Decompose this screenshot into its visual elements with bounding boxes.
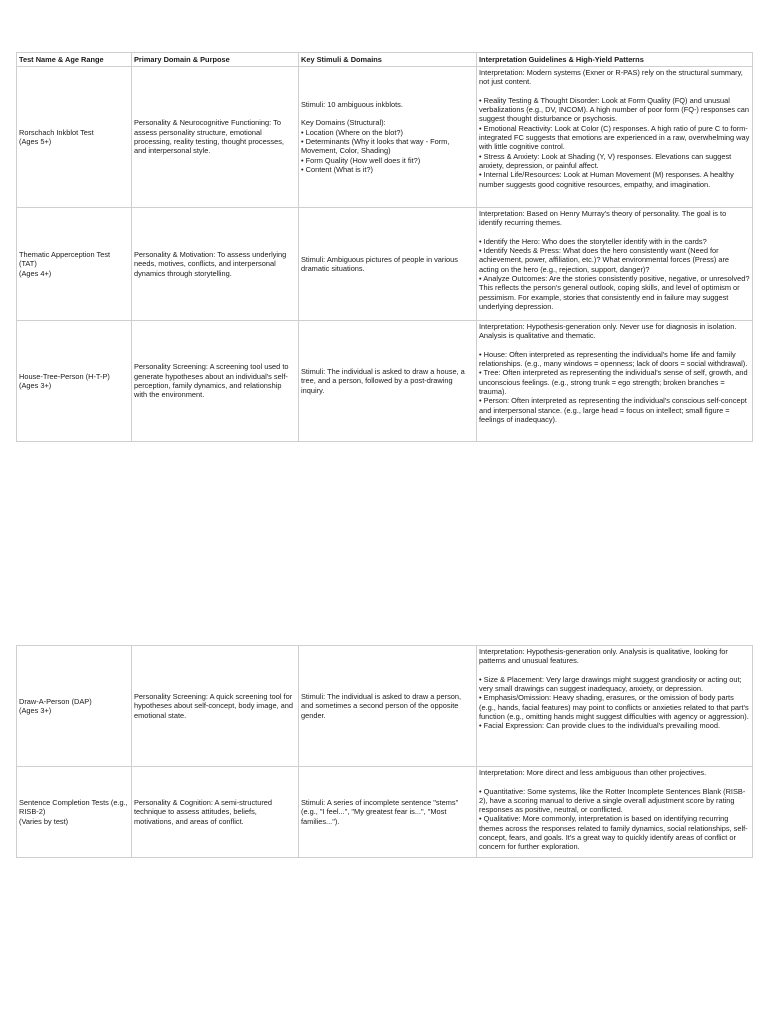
table-row	[17, 208, 753, 321]
header-key-stimuli: Key Stimuli & Domains	[299, 53, 477, 67]
purpose-cell: Personality & Motivation: To assess underlying needs, motives, conflicts, and interpersonal dynamics through storytelling.	[132, 208, 299, 321]
test-name-cell: Thematic Apperception Test (TAT) (Ages 4+)	[17, 208, 132, 321]
stimuli-cell: Stimuli: Ambiguous pictures of people in various dramatic situations.	[299, 208, 477, 321]
table-header-row	[17, 53, 753, 67]
purpose-cell: Personality Screening: A quick screening tool for hypotheses about self-concept, body image, and emotional state.	[132, 646, 299, 767]
guidelines-cell: Interpretation: Hypothesis-generation only. Never use for diagnosis in isolation. Analysis is qualitative and thematic. • House: Often interpreted as representing the individual's home life and family relationships. (e.g., many windows = openness; lack of doors = social withdrawal). • Tree: Often interpreted as representing the individual's sense of self, growth, and unconscious feelings. (e.g., strong trunk = ego strength; broken branches = trauma). • Person: Often interpreted as representing the individual's conscious self-concept and interpersonal stance. (e.g., large head = focus on intellect; small figure = feelings of inadequacy).	[477, 321, 753, 442]
purpose-cell: Personality & Neurocognitive Functioning: To assess personality structure, emotional processing, reality testing, thought processes, and interpersonal style.	[132, 67, 299, 208]
table-row	[17, 646, 753, 767]
header-interpretation: Interpretation Guidelines & High-Yield Patterns	[477, 53, 753, 67]
stimuli-cell: Stimuli: The individual is asked to draw a person, and sometimes a second person of the opposite gender.	[299, 646, 477, 767]
header-primary-domain: Primary Domain & Purpose	[132, 53, 299, 67]
test-name-cell: Rorschach Inkblot Test (Ages 5+)	[17, 67, 132, 208]
stimuli-cell: Stimuli: A series of incomplete sentence "stems" (e.g., "I feel...", "My greatest fear is...", "Most families...").	[299, 767, 477, 858]
purpose-cell: Personality & Cognition: A semi-structured technique to assess attitudes, beliefs, motivations, and areas of conflict.	[132, 767, 299, 858]
guidelines-cell: Interpretation: Based on Henry Murray's theory of personality. The goal is to identify recurring themes. • Identify the Hero: Who does the storyteller identify with in the cards? • Identify Needs & Press: What does the hero consistently want (Need for achievement, power, affiliation, etc.)? What environmental forces (Press) are acting on the hero (e.g., rejection, support, danger)? • Analyze Outcomes: Are the stories consistently positive, negative, or unresolved? This reflects the person's general outlook, coping skills, and level of optimism or pessimism. For example, stories that consistently end in failure may suggest underlying depression.	[477, 208, 753, 321]
table-row	[17, 67, 753, 208]
test-name-cell: House-Tree-Person (H-T-P) (Ages 3+)	[17, 321, 132, 442]
assessment-table-page-top	[16, 52, 753, 442]
assessment-table-page-bottom	[16, 645, 753, 858]
header-test-name: Test Name & Age Range	[17, 53, 132, 67]
table-row	[17, 321, 753, 442]
table-row	[17, 767, 753, 858]
guidelines-cell: Interpretation: Hypothesis-generation only. Analysis is qualitative, looking for patterns and unusual features. • Size & Placement: Very large drawings might suggest grandiosity or acting out; very small drawings can suggest inadequacy, anxiety, or depression. • Emphasis/Omission: Heavy shading, erasures, or the omission of body parts (e.g., hands, facial features) may point to conflicts or anxieties related to that part's function (e.g., omitting hands might suggest difficulties with agency or aggression). • Facial Expression: Can provide clues to the individual's prevailing mood.	[477, 646, 753, 767]
test-name-cell: Draw-A-Person (DAP) (Ages 3+)	[17, 646, 132, 767]
guidelines-cell: Interpretation: Modern systems (Exner or R-PAS) rely on the structural summary, not just content. • Reality Testing & Thought Disorder: Look at Form Quality (FQ) and unusual verbalizations (e.g., DV, INCOM). A high number of poor form (FQ-) responses can suggest thought disturbance or psychosis. • Emotional Reactivity: Look at Color (C) responses. A high ratio of pure C to form-integrated FC suggests that emotions are experienced in a raw, overwhelming way with little cognitive control. • Stress & Anxiety: Look at Shading (Y, V) responses. Elevations can suggest anxiety, depression, or painful affect. • Internal Life/Resources: Look at Human Movement (M) responses. A healthy number suggests good cognitive resources, empathy, and imagination.	[477, 67, 753, 208]
stimuli-cell: Stimuli: The individual is asked to draw a house, a tree, and a person, followed by a post-drawing inquiry.	[299, 321, 477, 442]
purpose-cell: Personality Screening: A screening tool used to generate hypotheses about an individual's self-perception, family dynamics, and relationship with the environment.	[132, 321, 299, 442]
stimuli-cell: Stimuli: 10 ambiguous inkblots. Key Domains (Structural): • Location (Where on the blot?) • Determinants (Why it looks that way - Form, Movement, Color, Shading) • Form Quality (How well does it fit?) • Content (What is it?)	[299, 67, 477, 208]
guidelines-cell: Interpretation: More direct and less ambiguous than other projectives. • Quantitative: Some systems, like the Rotter Incomplete Sentences Blank (RISB-2), have a scoring manual to derive a single overall adjustment score by rating responses as positive, neutral, or conflicted. • Qualitative: More commonly, interpretation is based on identifying recurring themes across the responses related to family dynamics, social relationships, self-concept, fears, and goals. It's a great way to quickly identify areas of conflict or concern for further exploration.	[477, 767, 753, 858]
test-name-cell: Sentence Completion Tests (e.g., RISB-2) (Varies by test)	[17, 767, 132, 858]
